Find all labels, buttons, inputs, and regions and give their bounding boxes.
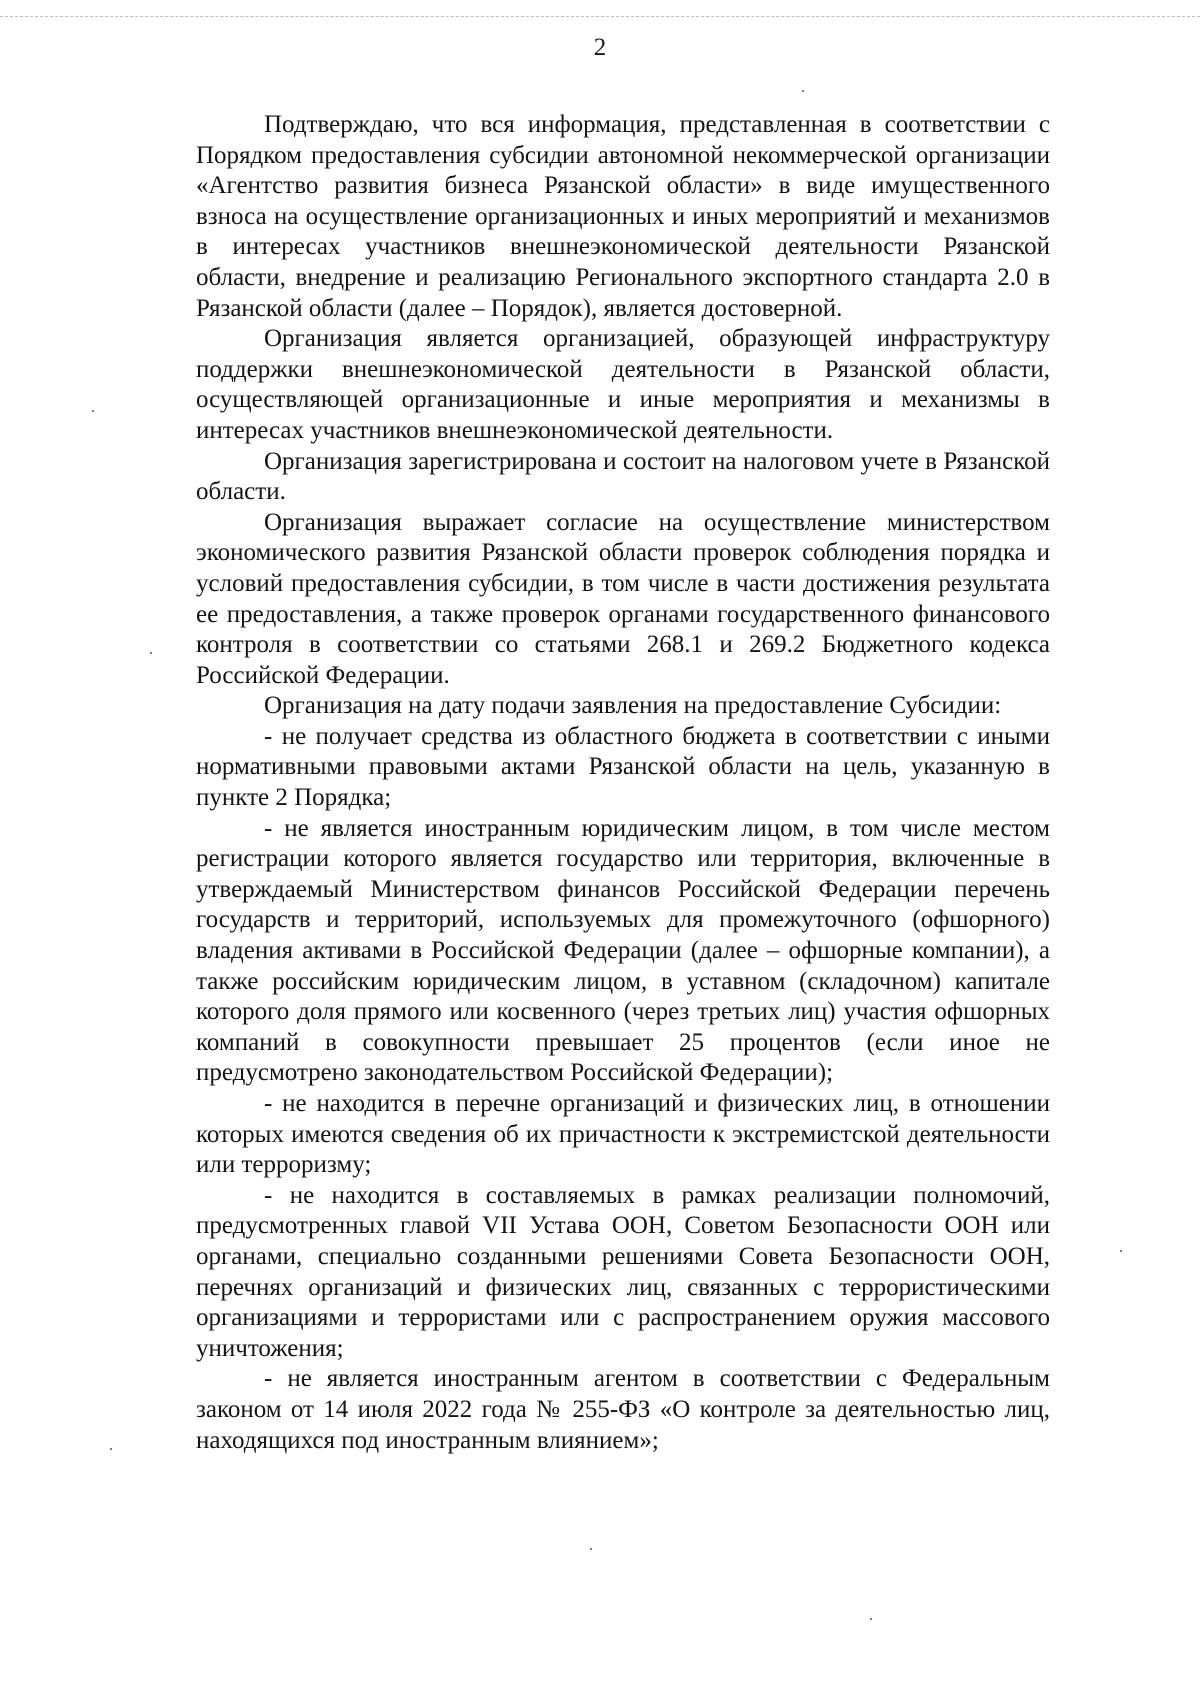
scan-speck xyxy=(802,90,804,92)
paragraph-consent: Организация выражает согласие на осуществление министерством экономического развития Рязанской области проверок соблюдения порядка и условий предоставления субсидии, в том числе в части достижения результата ее предоставления, а также проверок органами государственного финансового контроля в соответствии со статьями 268.1 и 269.2 Бюджетного кодекса Российской Федерации. xyxy=(196,508,1050,689)
paragraph-infrastructure: Организация является организацией, образующей инфраструктуру поддержки внешнеэкономической деятельности в Рязанской области, осуществляющей организационные и иные мероприятия и механизмы в интересах участников внешнеэкономической деятельности. xyxy=(196,325,1050,444)
scan-speck xyxy=(150,652,152,654)
scan-speck xyxy=(870,1618,872,1620)
scan-edge-line xyxy=(0,16,1200,17)
list-item-not-foreign-agent: - не является иностранным агентом в соответствии с Федеральным законом от 14 июля 2022 года № 255-ФЗ «О контроле за деятельностью лиц, находящихся под иностранным влиянием»; xyxy=(196,1365,1050,1454)
paragraph-conditions-intro: Организация на дату подачи заявления на предоставление Субсидии: xyxy=(264,692,1002,720)
scan-speck xyxy=(92,410,94,412)
list-item-not-foreign-entity: - не является иностранным юридическим лицом, в том числе местом регистрации которого является государство или территория, включенные в утверждаемый Министерством финансов Российской Федерации перечень государств и территорий, используемых для промежуточного (офшорного) владения активами в Российской Федерации (далее – офшорные компании), а также российским юридическим лицом, в уставном (складочном) капитале которого доля прямого или косвенного (через третьих лиц) участия офшорных компаний в совокупности превышает 25 процентов (если иное не предусмотрено законодательством Российской Федерации); xyxy=(196,814,1050,1087)
paragraph-confirmation: Подтверждаю, что вся информация, представленная в соответствии с Порядком предоставления субсидии автономной некоммерческой организации «Агентство развития бизнеса Рязанской области» в виде имущественного взноса на осуществление организационных и иных мероприятий и механизмов в интересах участников внешнеэкономической деятельности Рязанской области, внедрение и реализацию Регионального экспортного стандарта 2.0 в Рязанской области (далее – Порядок), является достоверной. xyxy=(196,111,1050,322)
list-item-not-un-sanctions-list: - не находится в составляемых в рамках реализации полномочий, предусмотренных главой VII Устава ООН, Советом Безопасности ООН или органами, специально созданными решениями Совета Безопасности ООН, перечнях организаций и физических лиц, связанных с террористическими организациями и террористами или с распространением оружия массового уничтожения; xyxy=(196,1181,1050,1362)
document-body xyxy=(196,110,1050,1456)
list-item-not-extremism-list: - не находится в перечне организаций и физических лиц, в отношении которых имеются сведения об их причастности к экстремистской деятельности или терроризму; xyxy=(196,1090,1050,1179)
page-number: 2 xyxy=(593,34,607,61)
scan-speck xyxy=(590,1548,592,1550)
list-item-no-budget-funds: - не получает средства из областного бюджета в соответствии с иными нормативными правовыми актами Рязанской области на цель, указанную в пункте 2 Порядка; xyxy=(196,722,1050,812)
paragraph-registration: Организация зарегистрирована и состоит на налоговом учете в Рязанской области. xyxy=(196,447,1050,506)
scan-speck xyxy=(1120,1250,1122,1252)
scan-speck xyxy=(110,1448,112,1450)
